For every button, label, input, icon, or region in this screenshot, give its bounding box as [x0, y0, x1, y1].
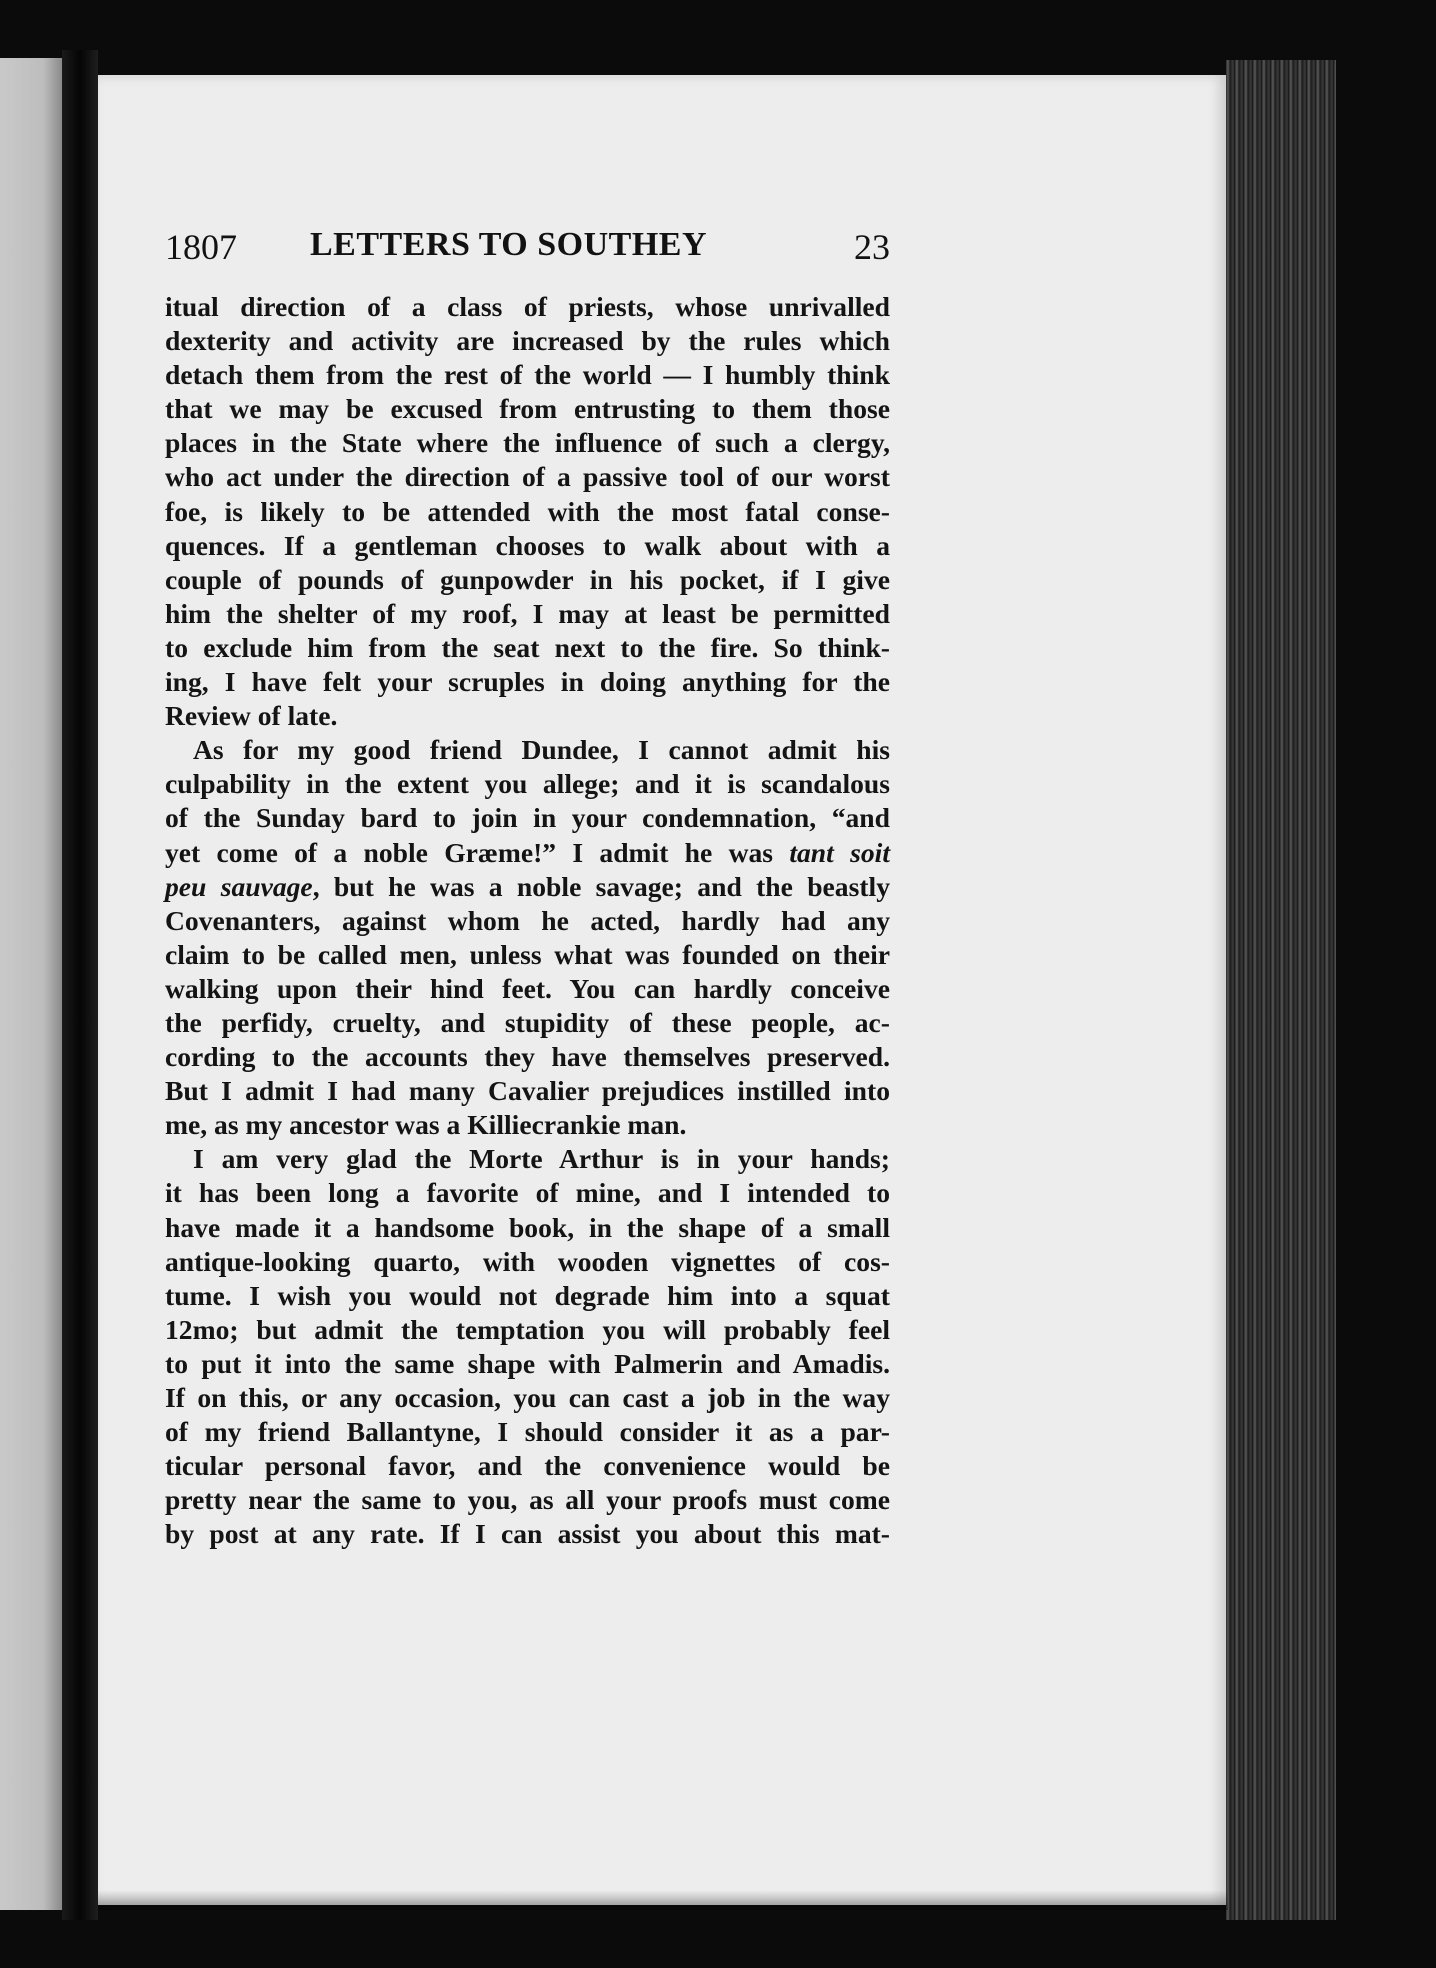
text-line: couple of pounds of gunpowder in his pocket, if I give — [165, 563, 890, 595]
page-block-edge — [1226, 60, 1336, 1920]
italic-phrase: peu sauvage — [165, 870, 313, 902]
text-line: detach them from the rest of the world — I humbly think — [165, 359, 890, 391]
text-line: Review of late. — [165, 700, 338, 732]
running-head-year: 1807 — [165, 227, 237, 267]
text-line: But I admit I had many Cavalier prejudices instilled into — [165, 1075, 890, 1107]
paragraph-start-line: As for my good friend Dundee, I cannot admit his — [193, 734, 890, 766]
text-line: If on this, or any occasion, you can cast a job in the way — [165, 1382, 890, 1413]
text-line: me, as my ancestor was a Killiecrankie man. — [165, 1109, 687, 1141]
text-line: to exclude him from the seat next to the fire. So think- — [165, 631, 890, 663]
text-line: the perfidy, cruelty, and stupidity of these people, ac- — [165, 1006, 890, 1038]
text-line: ing, I have felt your scruples in doing anything for the — [165, 666, 890, 698]
text-line: of my friend Ballantyne, I should consider it as a par- — [165, 1416, 890, 1448]
text-line: who act under the direction of a passive tool of our worst — [165, 461, 890, 493]
text-line: walking upon their hind feet. You can hardly conceive — [165, 972, 890, 1004]
text-line: antique-looking quarto, with wooden vignettes of cos- — [165, 1245, 890, 1277]
text-line: quences. If a gentleman chooses to walk about with a — [165, 529, 890, 561]
text-line: places in the State where the influence of such a clergy, — [165, 427, 890, 459]
text-line: ticular personal favor, and the convenience would be — [165, 1450, 890, 1482]
text-line: it has been long a favorite of mine, and I intended to — [165, 1177, 890, 1209]
text-line: pretty near the same to you, as all your proofs must come — [165, 1484, 890, 1516]
text-line: foe, is likely to be attended with the most fatal conse- — [165, 495, 890, 527]
body-text — [165, 290, 890, 1551]
text-line: him the shelter of my roof, I may at least be permitted — [165, 597, 890, 629]
text-line: dexterity and activity are increased by the rules which — [165, 325, 890, 357]
text-line: to put it into the same shape with Palmerin and Amadis. — [165, 1347, 890, 1379]
running-head-title: LETTERS TO SOUTHEY — [310, 226, 708, 263]
text-line: claim to be called men, unless what was founded on their — [165, 938, 890, 970]
italic-phrase: tant soit — [789, 836, 890, 868]
text-line: yet come of a noble Græme!” I admit he was tant soit — [165, 836, 890, 868]
text-line: cording to the accounts they have themselves preserved. — [165, 1041, 890, 1073]
page-bottom-shadow — [98, 1890, 1228, 1910]
text-line: Covenanters, against whom he acted, hardly had any — [165, 904, 890, 936]
text-line: tume. I wish you would not degrade him into a squat — [165, 1279, 890, 1311]
page-number: 23 — [854, 227, 890, 267]
text-line: of the Sunday bard to join in your condemnation, “and — [165, 802, 890, 834]
text-line: have made it a handsome book, in the shape of a small — [165, 1211, 890, 1243]
text-line: 12mo; but admit the temptation you will probably feel — [165, 1313, 890, 1345]
book-gutter — [62, 50, 98, 1920]
text-line: by post at any rate. If I can assist you about this mat- — [165, 1518, 890, 1550]
text-line: itual direction of a class of priests, whose unrivalled — [165, 291, 890, 322]
running-head — [165, 226, 890, 276]
text-line: peu sauvage, but he was a noble savage; and the beastly — [165, 870, 890, 902]
paragraph-start-line: I am very glad the Morte Arthur is in your hands; — [193, 1143, 890, 1175]
facing-page-edge — [0, 58, 62, 1910]
text-line: culpability in the extent you allege; and it is scandalous — [165, 768, 890, 800]
text-line: that we may be excused from entrusting to them those — [165, 393, 890, 425]
